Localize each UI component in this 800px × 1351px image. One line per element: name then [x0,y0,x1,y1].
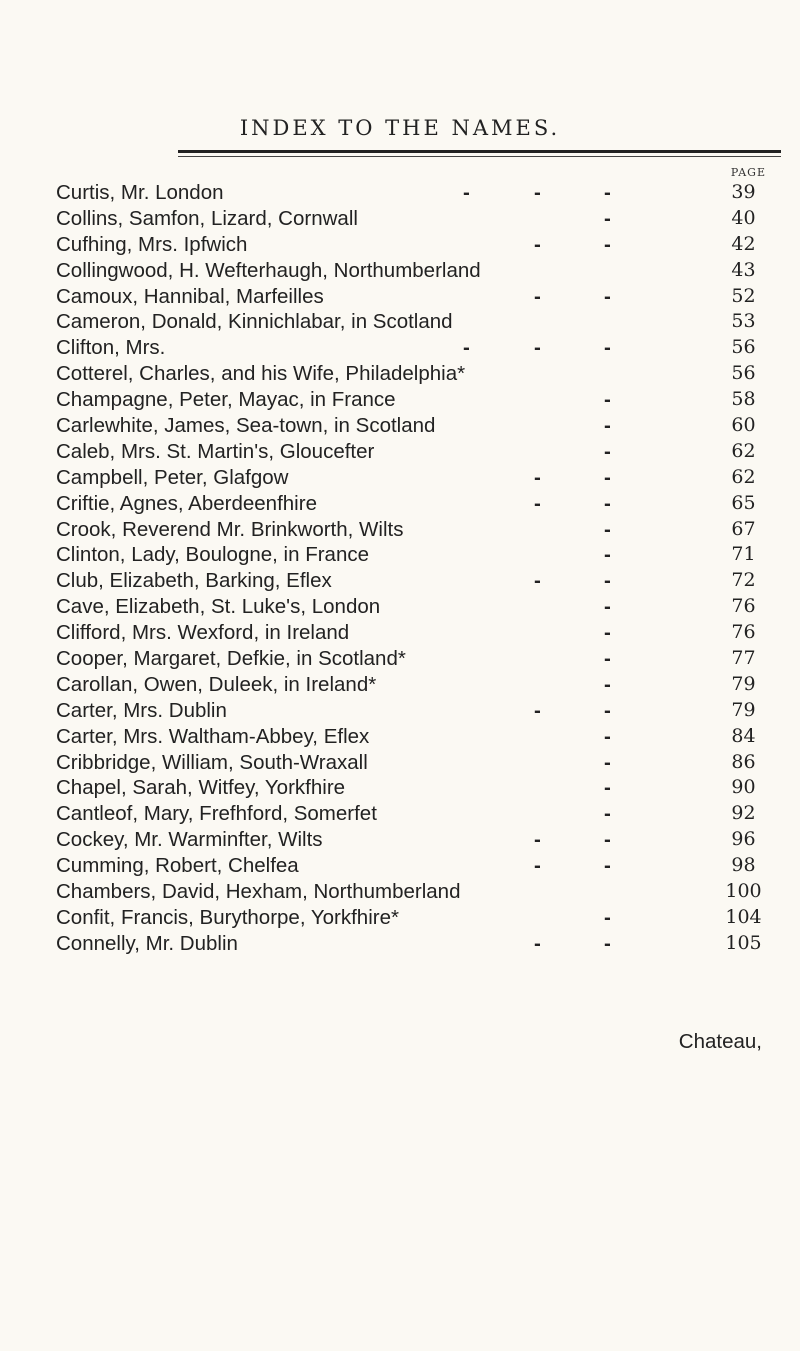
entry-name: Collingwood, H. Wefterhaugh, Northumberland [56,258,481,282]
entry-page-number: 42 [731,232,756,255]
entry-leader-dash: - [463,181,470,204]
index-entry [56,232,766,258]
entry-name: Connelly, Mr. Dublin [56,931,238,955]
entry-page-number: 40 [731,206,756,229]
index-entry [56,465,766,491]
index-entry [56,387,766,413]
entry-leader-dash: - [604,181,611,204]
entry-page-number: 84 [731,724,756,747]
index-entry [56,491,766,517]
entry-page-number: 77 [731,647,756,670]
entry-leader-dash: - [604,854,611,878]
entry-leader-dash: - [604,595,611,619]
entry-leader-dash: - [534,465,541,489]
entry-page-number: 72 [731,569,756,592]
entry-leader-dash: - [534,336,541,360]
entry-name: Camoux, Hannibal, Marfeilles [56,284,324,308]
entry-leader-dash: - [534,931,541,955]
entry-leader-dash: - [604,439,611,463]
entry-leader-dash: - [604,647,611,671]
entry-name: Crook, Reverend Mr. Brinkworth, Wilts [56,517,404,541]
entry-name: Cameron, Donald, Kinnichlabar, in Scotland [56,310,453,334]
index-entry [56,672,766,698]
entry-leader-dash: - [604,569,611,593]
index-entry [56,646,766,672]
entry-name: Campbell, Peter, Glafgow [56,465,289,489]
entry-page-number: 53 [731,310,756,333]
entry-page-number: 105 [725,931,762,954]
index-entries [56,180,766,957]
entry-name: Clifton, Mrs. [56,336,166,360]
entry-page-number: 56 [731,362,756,385]
index-entry [56,827,766,853]
entry-page-number: 98 [731,854,756,877]
entry-leader-dash: - [604,621,611,645]
entry-page-number: 104 [725,905,762,928]
index-entry [56,309,766,335]
entry-leader-dash: - [604,232,611,256]
entry-leader-dash: - [463,336,470,360]
page-column-label: PAGE [730,166,766,179]
index-entry [56,698,766,724]
index-entry [56,724,766,750]
entry-name: Cumming, Robert, Chelfea [56,854,299,878]
heading-rule-thick [178,150,781,153]
catchword: Chateau, [678,1030,762,1053]
entry-leader-dash: - [604,414,611,438]
entry-leader-dash: - [604,750,611,774]
entry-name: Criftie, Agnes, Aberdeenfhire [56,491,317,515]
index-entry [56,879,766,905]
entry-leader-dash: - [534,854,541,878]
entry-page-number: 60 [731,414,756,437]
page-heading: INDEX TO THE NAMES. [239,116,561,140]
entry-leader-dash: - [604,672,611,696]
index-entry [56,517,766,543]
index-entry [56,853,766,879]
entry-name: Cooper, Margaret, Defkie, in Scotland* [56,647,406,671]
entry-name: Carter, Mrs. Waltham-Abbey, Eflex [56,724,370,748]
entry-leader-dash: - [604,284,611,308]
index-entry [56,750,766,776]
index-entry [56,801,766,827]
entry-page-number: 79 [731,672,756,695]
entry-page-number: 65 [731,491,756,514]
entry-page-number: 92 [731,802,756,825]
entry-page-number: 39 [731,181,756,203]
entry-leader-dash: - [534,232,541,256]
index-entry [56,568,766,594]
entry-name: Carter, Mrs. Dublin [56,698,227,722]
entry-page-number: 67 [731,517,756,540]
entry-page-number: 52 [731,284,756,307]
entry-leader-dash: - [604,388,611,412]
entry-leader-dash: - [534,181,541,204]
entry-page-number: 100 [725,880,762,903]
entry-name: Clifford, Mrs. Wexford, in Ireland [56,621,350,645]
index-entry [56,594,766,620]
entry-name: Cotterel, Charles, and his Wife, Philadelphia* [56,362,466,386]
heading-rule-thin [178,156,781,157]
entry-name: Cantleof, Mary, Frefhford, Somerfet [56,802,377,826]
index-entry [56,931,766,957]
entry-page-number: 62 [731,465,756,488]
entry-name: Cribbridge, William, South-Wraxall [56,750,368,774]
index-entry [56,439,766,465]
entry-leader-dash: - [534,491,541,515]
index-entry [56,905,766,931]
entry-name: Champagne, Peter, Mayac, in France [56,388,396,412]
entry-leader-dash: - [604,543,611,567]
entry-leader-dash: - [604,905,611,929]
entry-leader-dash: - [604,698,611,722]
entry-leader-dash: - [604,828,611,852]
entry-leader-dash: - [534,569,541,593]
entry-page-number: 58 [731,388,756,411]
entry-name: Clinton, Lady, Boulogne, in France [56,543,370,567]
entry-name: Caleb, Mrs. St. Martin's, Gloucefter [56,439,375,463]
entry-leader-dash: - [604,776,611,800]
index-entry [56,413,766,439]
index-entry [56,335,766,361]
entry-name: Confit, Francis, Burythorpe, Yorkfhire* [56,905,399,929]
index-entry [56,180,766,206]
entry-name: Club, Elizabeth, Barking, Eflex [56,569,332,593]
entry-page-number: 96 [731,828,756,851]
index-entry [56,258,766,284]
entry-name: Chapel, Sarah, Witfey, Yorkfhire [56,776,346,800]
entry-leader-dash: - [604,802,611,826]
entry-page-number: 79 [731,698,756,721]
entry-leader-dash: - [604,465,611,489]
index-entry [56,206,766,232]
entry-leader-dash: - [604,724,611,748]
index-entry [56,542,766,568]
entry-page-number: 86 [731,750,756,773]
index-entry [56,620,766,646]
index-entry [56,284,766,310]
index-entry [56,775,766,801]
entry-page-number: 90 [731,776,756,799]
entry-page-number: 71 [731,543,756,566]
entry-leader-dash: - [604,336,611,360]
index-entry [56,361,766,387]
entry-name: Cockey, Mr. Warminfter, Wilts [56,828,323,852]
entry-leader-dash: - [604,206,611,230]
entry-leader-dash: - [534,828,541,852]
entry-name: Carlewhite, James, Sea-town, in Scotland [56,414,436,438]
entry-page-number: 62 [731,439,756,462]
entry-page-number: 43 [731,258,756,281]
entry-name: Chambers, David, Hexham, Northumberland [56,880,461,904]
entry-name: Carollan, Owen, Duleek, in Ireland* [56,672,377,696]
entry-page-number: 76 [731,595,756,618]
entry-leader-dash: - [604,517,611,541]
entry-leader-dash: - [534,284,541,308]
entry-leader-dash: - [604,931,611,955]
entry-name: Collins, Samfon, Lizard, Cornwall [56,206,358,230]
entry-leader-dash: - [604,491,611,515]
entry-name: Curtis, Mr. London [56,181,224,204]
entry-leader-dash: - [534,698,541,722]
entry-name: Cufhing, Mrs. Ipfwich [56,232,248,256]
entry-name: Cave, Elizabeth, St. Luke's, London [56,595,381,619]
entry-page-number: 76 [731,621,756,644]
entry-page-number: 56 [731,336,756,359]
